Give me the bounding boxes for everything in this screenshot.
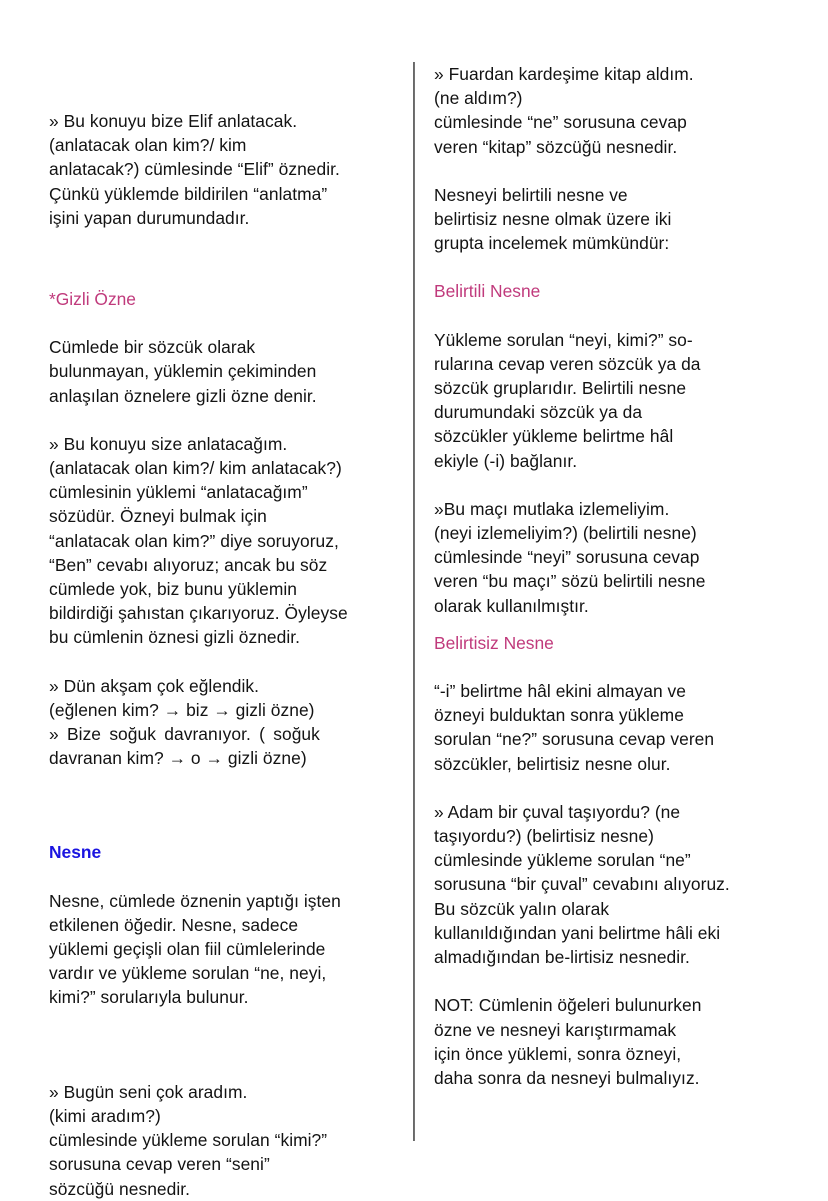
paragraph-nesne-groups: Nesneyi belirtili nesne ve belirtisiz nesne olmak üzere iki grupta incelemek mümkündür:	[434, 184, 672, 254]
spacer	[434, 255, 764, 279]
left-column-top-spacer	[49, 0, 394, 109]
right-column-top-spacer	[434, 0, 764, 62]
spacer	[434, 618, 764, 631]
spacer	[49, 770, 394, 840]
heading-gizli-ozne: *Gizli Özne	[49, 289, 136, 310]
spacer	[434, 776, 764, 800]
paragraph-elif-example: » Bu konuyu bize Elif anlatacak. (anlatacak olan kim?/ kim anlatacak?) cümlesinde “Elif” öznedir. Çünkü yüklemde bildirilen “anlatma” işini yapan durumundadır.	[49, 111, 340, 228]
heading-nesne: Nesne	[49, 842, 102, 863]
paragraph-eglendik-example: » Dün akşam çok eğlendik. (eğlenen kim? → biz → gizli özne)	[49, 675, 315, 720]
spacer	[434, 304, 764, 328]
spacer	[49, 311, 394, 335]
paragraph-belirtisiz-definition: “-i” belirtme hâl ekini almayan ve özneyi bulduktan sonra yükleme sorulan “ne?” sorusuna cevap veren sözcükler, belirtisiz nesne olur.	[434, 681, 715, 774]
paragraph-belirtili-definition: Yükleme sorulan “neyi, kimi?” so- rularına cevap veren sözcük ya da sözcük gruplarıdır. Belirtili nesne durumundaki sözcük ya da sözcükler yükleme belirtme hâl ekiyle (-i) bağlanır.	[434, 329, 701, 471]
paragraph-adam-cuval-example: » Adam bir çuval taşıyordu? (ne taşıyordu?) (belirtisiz nesne) cümlesinde yükleme sorulan “ne” sorusuna “bir çuval” cevabını alıyoruz. Bu sözcük yalın olarak kullanıldığından yani belirtme hâli eki almadığından be-lirtisiz nesnedir.	[434, 801, 730, 968]
heading-belirtili-nesne: Belirtili Nesne	[434, 281, 541, 302]
spacer	[49, 408, 394, 432]
paragraph-not-ogeler: NOT: Cümlenin öğeleri bulunurken özne ve nesneyi karıştırmamak için önce yüklemi, sonra özneyi, daha sonra da nesneyi bulmalıyız.	[434, 995, 702, 1088]
paragraph-fuardan-kitap-example: » Fuardan kardeşime kitap aldım. (ne aldım?) cümlesinde “ne” sorusuna cevap veren “kitap” sözcüğü nesnedir.	[434, 64, 694, 157]
paragraph-bu-maci-example: »Bu maçı mutlaka izlemeliyim. (neyi izlemeliyim?) (belirtili nesne) cümlesinde “neyi” sorusuna cevap veren “bu maçı” sözü belirtili nesne olarak kullanılmıştır.	[434, 498, 706, 616]
spacer	[434, 473, 764, 497]
right-column	[434, 0, 764, 1090]
spacer	[49, 1010, 394, 1080]
heading-belirtisiz-nesne: Belirtisiz Nesne	[434, 632, 554, 653]
spacer	[49, 650, 394, 674]
spacer	[49, 865, 394, 889]
spacer	[49, 230, 394, 287]
spacer	[434, 969, 764, 993]
paragraph-soguk-davraniyor-line2: davranan kim? → o → gizli özne)	[49, 748, 307, 769]
paragraph-nesne-definition: Nesne, cümlede öznenin yaptığı işten etkilenen öğedir. Nesne, sadece yüklemi geçişli olan fiil cümlelerinde vardır ve yükleme sorulan “ne, neyi, kimi?” sorularıyla bulunur.	[49, 890, 341, 1008]
paragraph-bugun-seni-example: » Bugün seni çok aradım. (kimi aradım?) cümlesinde yükleme sorulan “kimi?” sorusuna cevap veren “seni” sözcüğü nesnedir.	[49, 1081, 328, 1199]
paragraph-soguk-davraniyor-line1: » Bize soğuk davranıyor. ( soğuk	[49, 724, 320, 745]
paragraph-gizli-ozne-definition: Cümlede bir sözcük olarak bulunmayan, yüklemin çekiminden anlaşılan öznelere gizli özne denir.	[49, 337, 317, 406]
spacer	[434, 159, 764, 183]
spacer	[434, 655, 764, 679]
left-column	[49, 0, 394, 1201]
paragraph-anlatacagim-example: » Bu konuyu size anlatacağım. (anlatacak olan kim?/ kim anlatacak?) cümlesinin yüklemi “anlatacağım” sözüdür. Özneyi bulmak için “anlatacak olan kim?” diye soruyoruz, “Ben” cevabı alıyoruz; ancak bu söz cümlede yok, biz bunu yüklemin bildirdiği şahıstan çıkarıyoruz. Öyleyse bu cümlenin öznesi gizli öznedir.	[49, 433, 348, 648]
